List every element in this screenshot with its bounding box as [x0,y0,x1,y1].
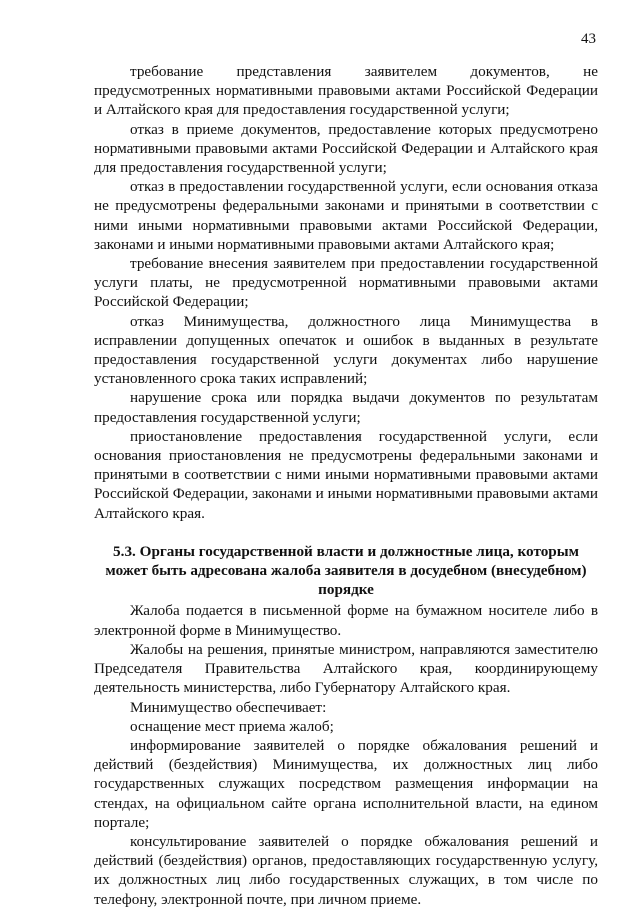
paragraph: отказ в предоставлении государственной услуги, если основания отказа не предусмотрены федеральными законами и принятыми в соответствии с ними иными нормативными правовыми актами Российской Федерации, законами и иными нормативными правовыми актами Алтайского края; [94,178,598,253]
paragraph: Жалоба подается в письменной форме на бумажном носителе либо в электронной форме в Минимущество. [94,602,598,639]
document-body [94,62,598,909]
section-heading: 5.3. Органы государственной власти и должностные лица, которым может быть адресована жалоба заявителя в досудебном (внесудебном) порядке [105,542,587,599]
paragraph: отказ Минимущества, должностного лица Минимущества в исправлении допущенных опечаток и ошибок в выданных в результате предоставления государственной услуги документах либо нарушение установленного срока таких исправлений; [94,312,598,388]
paragraph: требование представления заявителем документов, не предусмотренных нормативными правовыми актами Российской Федерации и Алтайского края для предоставления государственной услуги; [94,63,598,119]
paragraph: оснащение мест приема жалоб; [130,717,334,735]
paragraph: требование внесения заявителем при предоставлении государственной услуги платы, не предусмотренной нормативными правовыми актами Российской Федерации; [94,255,598,311]
paragraph: отказ в приеме документов, предоставление которых предусмотрено нормативными правовыми актами Российской Федерации и Алтайского края для предоставления государственной услуги; [94,120,598,177]
page-number: 43 [581,31,596,47]
paragraph: нарушение срока или порядка выдачи документов по результатам предоставления государственной услуги; [94,389,598,426]
paragraph: Жалобы на решения, принятые министром, направляются заместителю Председателя Правительства Алтайского края, координирующему деятельность министерства, либо Губернатору Алтайского края. [94,640,598,697]
paragraph: приостановление предоставления государственной услуги, если основания приостановления не предусмотрены федеральными законами и принятыми в соответствии с ними иными нормативными правовыми актами Российской Федерации, законами и иными нормативными правовыми актами Алтайского края. [94,427,598,522]
paragraph: Минимущество обеспечивает: [130,698,327,716]
paragraph: информирование заявителей о порядке обжалования решений и действий (бездействия) Минимущества, их должностных лиц либо государственных служащих посредством размещения информации на стендах, на официальном сайте органа исполнительной власти, на едином портале; [94,736,598,831]
paragraph: консультирование заявителей о порядке обжалования решений и действий (бездействия) органов, предоставляющих государственную услугу, их должностных лиц либо государственных служащих, в том числе по телефону, электронной почте, при личном приеме. [94,832,598,908]
